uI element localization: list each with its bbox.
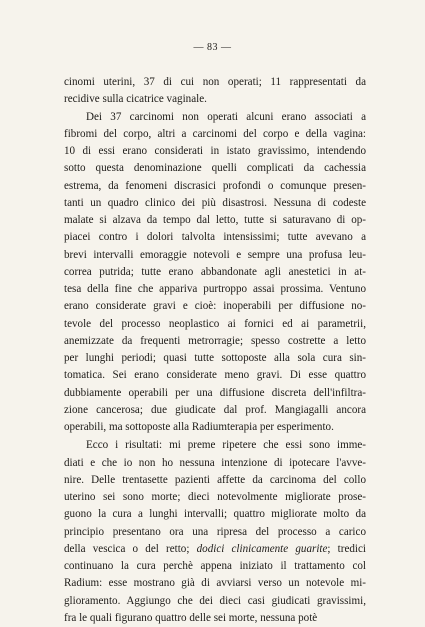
text-line: estrema, da fenomeni discrasici profondi o comunque presen-	[64, 179, 366, 192]
text-line: operabili, ma sottoposte alla Radiumterapia per esperimento.	[64, 421, 334, 433]
text-line: uterino sei sono morte; dieci notevolmente migliorate prose-	[64, 491, 366, 503]
text-line: tomatica. Sei erano considerate meno gravi. Di esse quattro	[64, 369, 366, 382]
text-line: Ecco i risultati: mi preme ripetere che essi sono imme-	[86, 439, 366, 452]
paragraph-3	[64, 437, 366, 627]
text-line: per lunghi periodi; quasi tutte sottoposte alla sola cura sin-	[64, 352, 366, 364]
text-line: tevole del processo neoplastico ai fornici ed ai parametrii,	[64, 317, 366, 330]
text-line: sotto questa denominazione quelli complicati da cachessia	[64, 162, 366, 175]
text-line: diati e che io non ho nessuna intenzione di ipotecare l'avve-	[64, 456, 366, 469]
text-line: malate si alzava da tempo dal letto, tutte si saturavano di op-	[64, 214, 366, 226]
text-line: correa putrida; tutte erano abbandonate agli anestetici in at-	[64, 265, 366, 278]
text-line: tesa della fine che appariva purtroppo assai prossima. Ventuno	[64, 283, 366, 295]
text-line: glioramento. Aggiungo che dei dieci casi giudicati gravissimi,	[64, 594, 366, 607]
text-line: Dei 37 carcinomi non operati alcuni erano associati a	[86, 110, 366, 123]
italic-phrase: dodici clinicamente guarite	[196, 542, 328, 555]
text-line: dubbiamente operabili per una diffusione discreta dell'infiltra-	[64, 386, 366, 399]
text-line: continuano la cura perchè appena iniziato il trattamento col	[64, 560, 366, 572]
text-line: 10 di essi erano considerati in istato gravissimo, intendendo	[64, 145, 366, 157]
text-line: guono la cura a lunghi intervalli; quattro migliorate molto da	[64, 508, 366, 521]
text-line: Radium: esse mostrano già di avviarsi verso un notevole mi-	[64, 577, 366, 590]
text-line: fibromi del corpo, altri a carcinomi del corpo e della vagina:	[64, 127, 366, 140]
text-segment: della vescica o del retto;	[64, 542, 190, 555]
text-line: recidive sulla cicatrice vaginale.	[64, 93, 207, 106]
text-line: cinomi uterini, 37 di cui non operati; 11 rappresentati da	[64, 76, 366, 88]
text-line: principio presentano ora una ripresa del processo a carico	[64, 525, 366, 538]
body-text	[64, 74, 366, 627]
text-line: anemizzate da frequenti metrorragie; spesso costrette a letto	[64, 334, 366, 347]
paragraph-2	[64, 109, 366, 437]
text-line: fra le quali figurano quattro delle sei morte, nessuna potè	[64, 611, 318, 624]
text-line: tanti un quadro clinico dei più disastrosi. Nessuna di codeste	[64, 196, 366, 209]
text-line: piacei contro i dolori talvolta intensissimi; tutte avevano a	[64, 231, 366, 244]
text-line: brevi intervalli emoraggie notevoli e sempre una profusa leu-	[64, 248, 366, 261]
text-line: zione cancerosa; due giudicate dal prof. Mangiagalli ancora	[64, 403, 366, 416]
paragraph-1	[64, 74, 366, 109]
text-segment: ; tredici	[327, 542, 367, 555]
text-line: nire. Delle trentasette pazienti affette da carcinoma del collo	[64, 473, 366, 486]
text-line: erano considerate gravi e cioè: inoperabili per diffusione no-	[64, 300, 366, 313]
text-line-mixed	[64, 541, 366, 558]
page-number: — 83 —	[193, 42, 232, 53]
